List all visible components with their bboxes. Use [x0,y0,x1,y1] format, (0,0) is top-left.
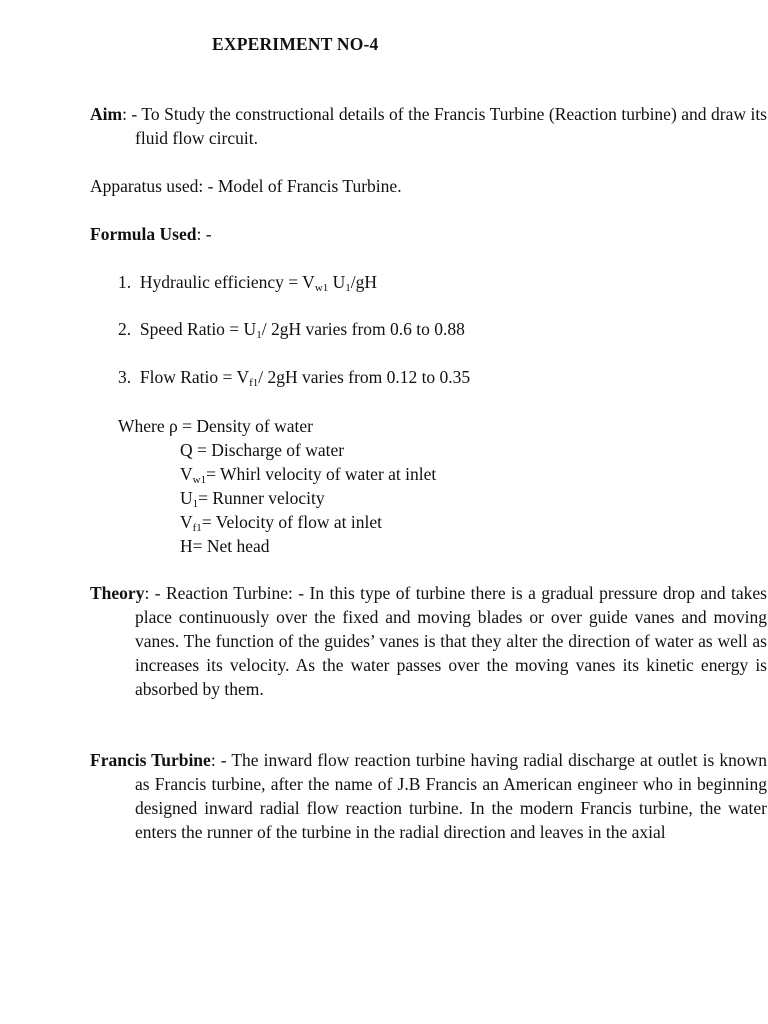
definition-text: U [180,488,193,508]
formula-text: / 2gH varies from 0.12 to 0.35 [258,367,471,387]
definition-text: V [180,512,193,532]
definition-item [180,510,382,534]
theory-paragraph [90,581,767,701]
aim-separator: : - [122,104,142,124]
formula-text: Hydraulic efficiency = V [139,272,315,292]
subscript: 1 [192,498,199,510]
formula-item-2 [118,317,465,341]
subscript: 1 [256,329,262,341]
definition-item [180,462,436,486]
formula-text: U [328,272,346,292]
page-title: EXPERIMENT NO-4 [212,34,379,54]
formula-label: Formula Used [90,224,197,244]
definition-item [180,534,270,558]
francis-separator: : - [210,750,232,770]
formula-item-3 [118,365,470,389]
aim-paragraph [90,102,767,150]
definition-item [180,438,344,462]
apparatus-line: Apparatus used: - Model of Francis Turbine. [90,176,402,196]
subscript: w1 [314,282,329,294]
formula-text: /gH [350,272,378,292]
subscript: f1 [192,522,202,534]
aim-text: To Study the constructional details of the Francis Turbine (Reaction turbine) and draw its fluid flow circuit. [135,104,767,148]
formula-text: Flow Ratio = V [139,367,250,387]
theory-text: Reaction Turbine: - In this type of turbine there is a gradual pressure drop and takes place continuously over the fixed and moving blades or over guide vanes and moving vanes. The function of the guides’ vanes is that they alter the direction of water as well as increases its velocity. As the water passes over the moving vanes its kinetic energy is absorbed by them. [135,583,767,699]
aim-label: Aim [90,104,123,124]
francis-label: Francis Turbine [90,750,211,770]
theory-separator: : - [144,583,166,603]
definition-text: H= Net head [180,536,270,556]
subscript: f1 [249,377,259,389]
formula-text: Speed Ratio = U [139,319,257,339]
subscript: w1 [192,474,207,486]
francis-paragraph [90,748,767,844]
definition-text: Q = Discharge of water [180,440,345,460]
list-number: 1. [118,272,132,292]
list-number: 2. [118,319,132,339]
formula-item-1 [118,270,377,294]
definition-item [180,486,325,510]
definition-text: = Runner velocity [198,488,325,508]
definition-text: = Whirl velocity of water at inlet [206,464,437,484]
francis-text: The inward flow reaction turbine having radial discharge at outlet is known as Francis turbine, after the name of J.B Francis an American engineer who in beginning designed inward radial flow reaction turbine. In the modern Francis turbine, the water enters the runner of the turbine in the radial direction and leaves in the axial [135,750,767,842]
formula-text: / 2gH varies from 0.6 to 0.88 [261,319,465,339]
definition-text: = Velocity of flow at inlet [201,512,382,532]
list-number: 3. [118,367,132,387]
subscript: 1 [345,282,351,294]
theory-label: Theory [90,583,145,603]
formula-separator: : - [196,224,212,244]
definition-text: V [180,464,193,484]
formula-heading [90,222,722,246]
where-line: Where ρ = Density of water [118,416,313,436]
